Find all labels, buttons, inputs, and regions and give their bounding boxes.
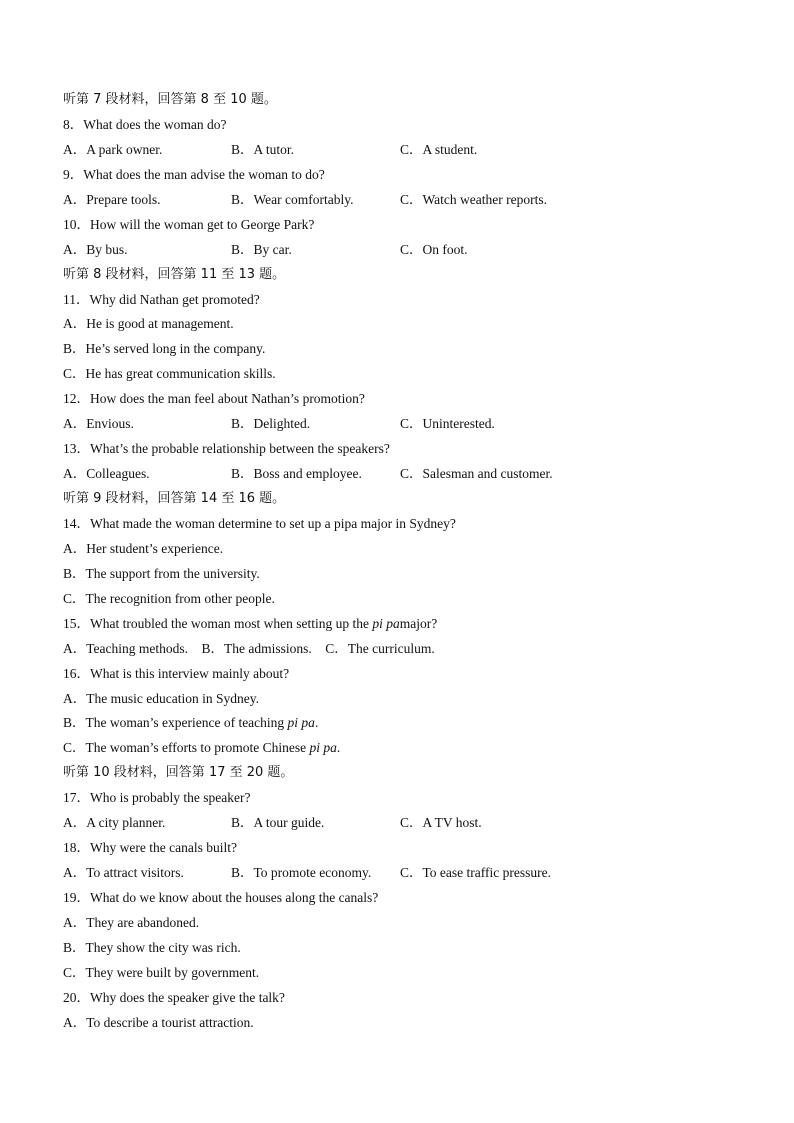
question-line	[63, 163, 743, 188]
answer-option-line	[63, 1011, 743, 1036]
section-instruction-text: 听第 9 段材料，回答第 14 至 16 题。	[63, 491, 286, 506]
line-text: B．They show the city was rich.	[63, 939, 241, 955]
answer-option: B．A tour guide.	[231, 815, 325, 831]
line-text: 8．What does the woman do?	[63, 116, 227, 132]
line-suffix: major?	[399, 615, 438, 631]
line-text: B．He’s served long in the company.	[63, 341, 266, 357]
section-instruction-text: 听第 7 段材料，回答第 8 至 10 题。	[63, 92, 277, 107]
answer-option: C．A TV host.	[400, 815, 482, 831]
line-text: C．The woman’s efforts to promote Chinese	[63, 740, 307, 756]
line-text: 10．How will the woman get to George Park?	[63, 216, 315, 232]
answer-option-line	[63, 936, 743, 961]
answer-option-line	[63, 562, 743, 587]
question-line	[63, 213, 743, 238]
answer-option-line	[63, 736, 743, 761]
question-line	[63, 886, 743, 911]
answer-option-line	[63, 687, 743, 712]
answer-option: C．To ease traffic pressure.	[400, 865, 551, 881]
line-text: 18．Why were the canals built?	[63, 840, 237, 856]
question-line	[63, 437, 743, 462]
question-line	[63, 662, 743, 687]
question-line	[63, 836, 743, 861]
section-instruction-text: 听第 10 段材料，回答第 17 至 20 题。	[63, 765, 294, 781]
section-instruction	[63, 487, 743, 512]
line-text: 17．Who is probably the speaker?	[63, 790, 251, 806]
italic-term: pi pa	[372, 615, 400, 631]
question-line	[63, 986, 743, 1011]
line-suffix: .	[314, 715, 319, 731]
answer-option: B．A tutor.	[231, 141, 295, 157]
answer-option-line	[63, 337, 743, 362]
question-line	[63, 387, 743, 412]
listening-section-document	[63, 88, 743, 1036]
answer-option-line	[63, 362, 743, 387]
answer-option: C．Watch weather reports.	[400, 191, 547, 207]
line-text: A．Her student’s experience.	[63, 540, 224, 556]
question-line	[63, 786, 743, 811]
question-line	[63, 512, 743, 537]
answer-option: A．To attract visitors.	[63, 865, 184, 881]
line-text: 19．What do we know about the houses along the canals?	[63, 890, 379, 905]
line-text: 13．What’s the probable relationship between the speakers?	[63, 441, 390, 457]
answer-option: B．Boss and employee.	[231, 466, 362, 482]
line-text: A．They are abandoned.	[63, 914, 200, 930]
line-text: A．He is good at management.	[63, 316, 234, 332]
answer-option: A．A park owner.	[63, 141, 163, 157]
answer-options-row	[63, 412, 743, 437]
question-line	[63, 612, 743, 637]
answer-options-row	[63, 188, 743, 213]
section-instruction	[63, 761, 743, 786]
line-text: 20．Why does the speaker give the talk?	[63, 989, 285, 1005]
question-line	[63, 113, 743, 138]
italic-term: pi pa	[309, 740, 337, 756]
answer-option-line	[63, 587, 743, 612]
answer-option-line	[63, 911, 743, 936]
line-text: 11．Why did Nathan get promoted?	[63, 291, 260, 307]
section-instruction-text: 听第 8 段材料，回答第 11 至 13 题。	[63, 266, 286, 282]
line-text: 16．What is this interview mainly about?	[63, 665, 290, 681]
answer-options-row	[63, 811, 743, 836]
answer-option-line	[63, 711, 743, 736]
section-instruction	[63, 263, 743, 288]
line-text: A．To describe a tourist attraction.	[63, 1014, 254, 1030]
answer-option: A．Colleagues.	[63, 466, 150, 482]
answer-option: A．A city planner.	[63, 815, 166, 831]
answer-option: B．To promote economy.	[231, 865, 372, 881]
answer-option: B．Delighted.	[231, 416, 311, 432]
section-instruction	[63, 88, 743, 113]
line-suffix: .	[336, 740, 341, 756]
answer-option: C．Salesman and customer.	[400, 466, 553, 482]
line-text: B．The support from the university.	[63, 565, 260, 581]
answer-option: A．Prepare tools.	[63, 191, 161, 207]
italic-term: pi pa	[287, 715, 315, 731]
line-text: C．They were built by government.	[63, 964, 260, 980]
answer-option: C．Uninterested.	[400, 416, 495, 432]
answer-options-row	[63, 138, 743, 163]
answer-option: C．On foot.	[400, 241, 468, 257]
answer-option-line	[63, 312, 743, 337]
answer-options-row	[63, 462, 743, 487]
answer-option: B．Wear comfortably.	[231, 191, 354, 207]
line-text: C．He has great communication skills.	[63, 366, 276, 382]
answer-options-row	[63, 238, 743, 263]
answer-options-row	[63, 861, 743, 886]
answer-options-inline	[63, 637, 743, 662]
line-text: C．The recognition from other people.	[63, 590, 275, 606]
line-text: 15．What troubled the woman most when setting up the	[63, 615, 369, 631]
line-text: B．The woman’s experience of teaching	[63, 715, 285, 731]
answer-options-text: A．Teaching methods. B．The admissions. C．The curriculum.	[63, 640, 435, 656]
answer-option: A．Envious.	[63, 416, 134, 432]
line-text: A．The music education in Sydney.	[63, 690, 259, 706]
answer-option-line	[63, 961, 743, 986]
line-text: 14．What made the woman determine to set up a pipa major in Sydney?	[63, 515, 456, 531]
answer-option: A．By bus.	[63, 241, 128, 257]
line-text: 9．What does the man advise the woman to do?	[63, 166, 325, 182]
answer-option: B．By car.	[231, 241, 292, 257]
question-line	[63, 288, 743, 313]
answer-option: C．A student.	[400, 141, 478, 157]
line-text: 12．How does the man feel about Nathan’s promotion?	[63, 391, 365, 407]
answer-option-line	[63, 537, 743, 562]
